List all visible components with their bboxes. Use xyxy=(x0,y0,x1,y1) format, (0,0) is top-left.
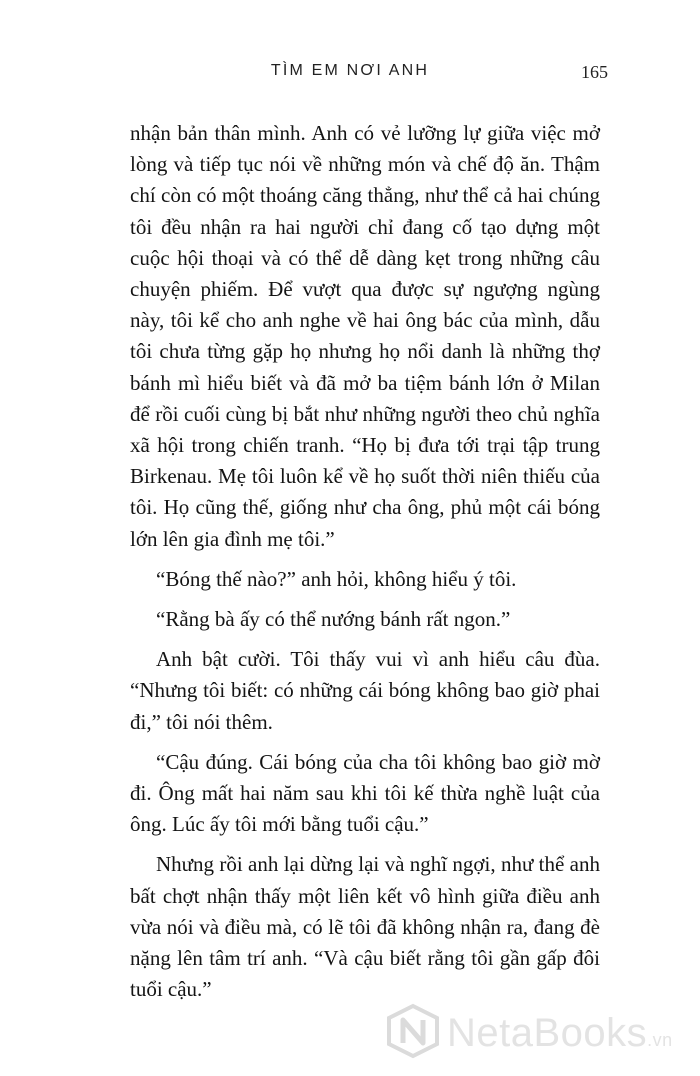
running-header xyxy=(0,62,700,86)
paragraph: Nhưng rồi anh lại dừng lại và nghĩ ngợi, như thể anh bất chợt nhận thấy một liên kết vô hình giữa điều anh vừa nói và điều mà, có lẽ tôi đã không nhận ra, đang đè nặng lên tâm trí anh. “Và cậu biết rằng tôi gần gấp đôi tuổi cậu.” xyxy=(130,852,600,1002)
body-text xyxy=(130,118,600,1014)
netabooks-logo-icon xyxy=(385,1003,441,1059)
running-title: TÌM EM NƠI ANH xyxy=(270,62,430,79)
page-number: 165 xyxy=(581,62,608,82)
watermark-tld: .vn xyxy=(647,1030,673,1050)
paragraph: “Rằng bà ấy có thể nướng bánh rất ngon.” xyxy=(156,607,511,632)
paragraph: Anh bật cười. Tôi thấy vui vì anh hiểu câu đùa. “Nhưng tôi biết: có những cái bóng không bao giờ phai đi,” tôi nói thêm. xyxy=(130,647,600,734)
watermark xyxy=(385,1003,695,1065)
watermark-brand: NetaBooks xyxy=(447,1011,648,1055)
watermark-text xyxy=(447,1011,673,1056)
paragraph: nhận bản thân mình. Anh có vẻ lưỡng lự giữa việc mở lòng và tiếp tục nói về những món và chế độ ăn. Thậm chí còn có một thoáng căng thẳng, như thể cả hai chúng tôi đều nhận ra hai người chỉ đang cố tạo dựng một cuộc hội thoại và có thể dễ dàng kẹt trong những câu chuyện phiếm. Để vượt qua được sự ngượng ngùng này, tôi kể cho anh nghe về hai ông bác của mình, dẫu tôi chưa từng gặp họ nhưng họ nổi danh là những thợ bánh mì hiểu biết và đã mở ba tiệm bánh lớn ở Milan để rồi cuối cùng bị bắt như những người theo chủ nghĩa xã hội trong chiến tranh. “Họ bị đưa tới trại tập trung Birkenau. Mẹ tôi luôn kể về họ suốt thời niên thiếu của tôi. Họ cũng thế, giống như cha ông, phủ một cái bóng lớn lên gia đình mẹ tôi.” xyxy=(130,121,600,551)
paragraph: “Cậu đúng. Cái bóng của cha tôi không bao giờ mờ đi. Ông mất hai năm sau khi tôi kế thừa nghề luật của ông. Lúc ấy tôi mới bằng tuổi cậu.” xyxy=(130,749,600,837)
paragraph: “Bóng thế nào?” anh hỏi, không hiểu ý tôi. xyxy=(156,566,517,591)
